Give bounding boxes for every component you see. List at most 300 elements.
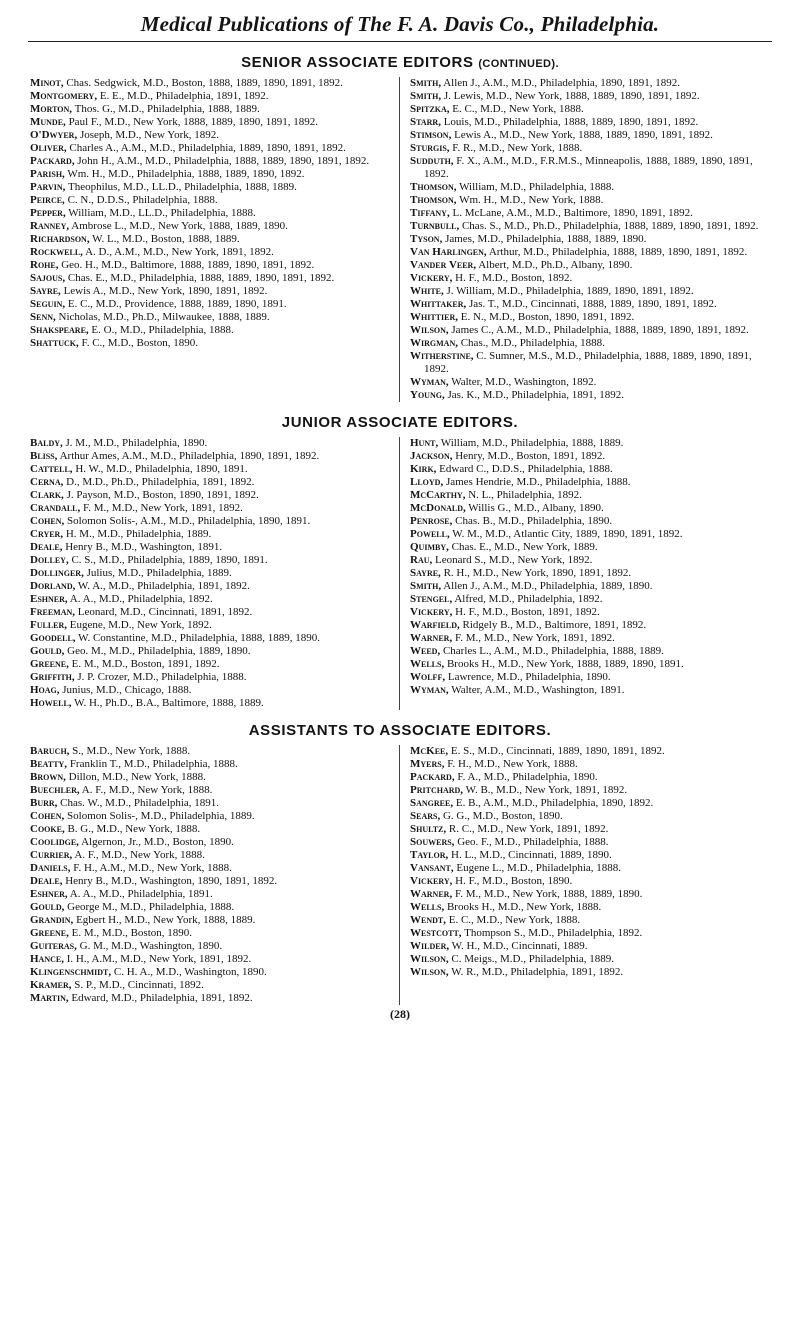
editor-details: J. P. Crozer, M.D., Philadelphia, 1888. (74, 671, 247, 683)
editor-entry (410, 836, 770, 849)
editor-entry (30, 129, 389, 142)
editor-surname: Packard, (410, 771, 455, 783)
page-number: (28) (390, 1007, 410, 1021)
editor-entry (410, 207, 770, 220)
editor-entry (410, 966, 770, 979)
editor-surname: Deale, (30, 875, 63, 887)
editor-details: Henry B., M.D., Washington, 1891. (62, 541, 223, 553)
page-header: Medical Publications of The F. A. Davis Co., Philadelphia. (140, 12, 660, 36)
editor-entry (30, 259, 389, 272)
section-title-text: ASSISTANTS TO ASSOCIATE EDITORS. (248, 722, 552, 739)
editor-details: Leonard S., M.D., New York, 1892. (432, 554, 593, 566)
editor-details: Theophilus, M.D., LL.D., Philadelphia, 1888, 1889. (65, 181, 297, 193)
editor-surname: Dorland, (30, 580, 76, 592)
editor-surname: Sayre, (410, 567, 441, 579)
editor-details: Nicholas, M.D., Ph.D., Milwaukee, 1888, 1889. (55, 311, 270, 323)
editor-entry (410, 272, 770, 285)
editor-details: Geo. M., M.D., Philadelphia, 1889, 1890. (64, 645, 251, 657)
editor-surname: Kirk, (410, 463, 437, 475)
editor-entry (30, 888, 389, 901)
editor-surname: Cooke, (30, 823, 65, 835)
editor-entry (30, 823, 389, 836)
editor-columns (30, 437, 770, 710)
editor-details: W. R., M.D., Philadelphia, 1891, 1892. (448, 966, 624, 978)
editor-entry (410, 901, 770, 914)
editor-surname: Eshner, (30, 888, 68, 900)
editor-entry (410, 463, 770, 476)
editor-surname: Fuller, (30, 619, 68, 631)
editor-entry (30, 311, 389, 324)
editor-surname: Sayre, (30, 285, 61, 297)
editor-details: Chas. W., M.D., Philadelphia, 1891. (57, 797, 220, 809)
editor-entry (410, 116, 770, 129)
editor-entry (410, 914, 770, 927)
editor-entry (410, 181, 770, 194)
editor-entry (30, 567, 389, 580)
editor-surname: Baldy, (30, 437, 63, 449)
editor-details: Egbert H., M.D., New York, 1888, 1889. (73, 914, 256, 926)
editor-details: F. A., M.D., Philadelphia, 1890. (454, 771, 598, 783)
editor-surname: McKee, (410, 745, 449, 757)
editor-details: E. M., M.D., Boston, 1891, 1892. (68, 658, 220, 670)
editor-details: J. Payson, M.D., Boston, 1890, 1891, 1892. (63, 489, 259, 501)
left-column (30, 437, 400, 710)
editor-entry (30, 246, 389, 259)
editor-surname: Whittaker, (410, 298, 467, 310)
left-column (30, 745, 400, 1005)
editor-details: Dillon, M.D., New York, 1888. (65, 771, 206, 783)
editor-surname: Sears, (410, 810, 441, 822)
editor-details: E. C., M.D., Providence, 1888, 1889, 1890, 1891. (65, 298, 287, 310)
editor-entry (410, 259, 770, 272)
editor-details: E. E., M.D., Philadelphia, 1891, 1892. (97, 90, 269, 102)
editor-details: E. C., M.D., New York, 1888. (449, 103, 584, 115)
section-title-text: SENIOR ASSOCIATE EDITORS (241, 54, 474, 71)
editor-surname: Wilder, (410, 940, 450, 952)
editor-details: W. H., M.D., Cincinnati, 1889. (449, 940, 588, 952)
editor-surname: Crandall, (30, 502, 81, 514)
editor-details: H. F., M.D., Boston, 1890. (452, 875, 573, 887)
editor-surname: McDonald, (410, 502, 466, 514)
editor-details: Chas., M.D., Philadelphia, 1888. (457, 337, 605, 349)
editor-details: W. A., M.D., Philadelphia, 1891, 1892. (75, 580, 250, 592)
editor-surname: Lloyd, (410, 476, 444, 488)
editor-surname: Wilson, (410, 966, 449, 978)
editor-entry (410, 797, 770, 810)
editor-details: Jas. T., M.D., Cincinnati, 1888, 1889, 1890, 1891, 1892. (466, 298, 717, 310)
editor-surname: Richardson, (30, 233, 90, 245)
editor-details: Brooks H., M.D., New York, 1888. (444, 901, 602, 913)
editor-details: W. H., Ph.D., B.A., Baltimore, 1888, 1889. (71, 697, 264, 709)
editor-entry (410, 927, 770, 940)
editor-entry (30, 758, 389, 771)
editor-entry (410, 376, 770, 389)
editor-entry (30, 155, 389, 168)
editor-entry (410, 554, 770, 567)
editor-columns (30, 745, 770, 1005)
editor-entry (410, 593, 770, 606)
editor-entry (410, 90, 770, 103)
editor-surname: Sturgis, (410, 142, 450, 154)
editor-entry (30, 476, 389, 489)
editor-details: W. L., M.D., Boston, 1888, 1889. (89, 233, 240, 245)
editor-details: Arthur, M.D., Philadelphia, 1888, 1889, 1890, 1891, 1892. (486, 246, 748, 258)
editor-surname: Rohe, (30, 259, 59, 271)
editor-surname: Wyman, (410, 376, 449, 388)
editor-surname: Starr, (410, 116, 441, 128)
editor-details: G. M., M.D., Washington, 1890. (76, 940, 223, 952)
editor-surname: Shakspeare, (30, 324, 89, 336)
editor-details: James Hendrie, M.D., Philadelphia, 1888. (443, 476, 631, 488)
editor-details: E. N., M.D., Boston, 1890, 1891, 1892. (457, 311, 635, 323)
editor-surname: Vander Veer, (410, 259, 477, 271)
editor-entry (410, 645, 770, 658)
editor-surname: Sajous, (30, 272, 66, 284)
editor-details: Wm. H., M.D., New York, 1888. (456, 194, 604, 206)
editor-details: Wm. H., M.D., Philadelphia, 1888, 1889, 1890, 1892. (64, 168, 305, 180)
editor-surname: Pritchard, (410, 784, 464, 796)
editor-details: W. M., M.D., Atlantic City, 1889, 1890, 1891, 1892. (449, 528, 683, 540)
editor-details: Julius, M.D., Philadelphia, 1889. (83, 567, 232, 579)
editor-surname: Buechler, (30, 784, 80, 796)
editor-entry (30, 181, 389, 194)
editor-entry (30, 849, 389, 862)
editor-surname: Wyman, (410, 684, 449, 696)
editor-entry (410, 619, 770, 632)
editor-entry (410, 875, 770, 888)
editor-entry (410, 324, 770, 337)
editor-entry (30, 272, 389, 285)
editor-surname: Senn, (30, 311, 56, 323)
editor-details: Geo. H., M.D., Baltimore, 1888, 1889, 1890, 1891, 1892. (58, 259, 315, 271)
editor-entry (30, 927, 389, 940)
editor-entry (410, 940, 770, 953)
editor-entry (30, 619, 389, 632)
editor-entry (410, 632, 770, 645)
editor-entry (30, 797, 389, 810)
editor-surname: Parish, (30, 168, 65, 180)
editor-details: Alfred, M.D., Philadelphia, 1892. (452, 593, 603, 605)
editor-surname: Whittier, (410, 311, 458, 323)
editor-details: Willis G., M.D., Albany, 1890. (465, 502, 604, 514)
editor-surname: Guiteras, (30, 940, 77, 952)
editor-details: George M., M.D., Philadelphia, 1888. (64, 901, 235, 913)
editor-surname: McCarthy, (410, 489, 466, 501)
editor-surname: Gould, (30, 645, 65, 657)
editor-surname: Eshner, (30, 593, 68, 605)
editor-details: Geo. F., M.D., Philadelphia, 1888. (454, 836, 609, 848)
editor-entry (30, 684, 389, 697)
editor-entry (410, 658, 770, 671)
editor-entry (410, 684, 770, 697)
editor-details: B. G., M.D., New York, 1888. (64, 823, 201, 835)
editor-surname: White, (410, 285, 444, 297)
editor-entry (30, 745, 389, 758)
editor-entry (30, 914, 389, 927)
editor-entry (410, 606, 770, 619)
editor-surname: O'Dwyer, (30, 129, 78, 141)
editor-entry (30, 142, 389, 155)
editor-surname: Howell, (30, 697, 72, 709)
editor-surname: Peirce, (30, 194, 65, 206)
editor-entry (410, 671, 770, 684)
editor-details: A. F., M.D., New York, 1888. (72, 849, 205, 861)
editor-entry (410, 350, 770, 376)
editor-details: C. S., M.D., Philadelphia, 1889, 1890, 1891. (68, 554, 268, 566)
editor-details: J. M., M.D., Philadelphia, 1890. (62, 437, 208, 449)
editor-surname: Gould, (30, 901, 65, 913)
editor-entry (410, 745, 770, 758)
editor-entry (30, 771, 389, 784)
editor-entry (30, 337, 389, 350)
editor-details: Chas. E., M.D., New York, 1889. (448, 541, 598, 553)
editor-surname: Munde, (30, 116, 66, 128)
editor-details: Franklin T., M.D., Philadelphia, 1888. (67, 758, 238, 770)
editor-details: Leonard, M.D., Cincinnati, 1891, 1892. (75, 606, 253, 618)
editor-details: H. F., M.D., Boston, 1891, 1892. (452, 606, 600, 618)
editor-surname: Thomson, (410, 194, 457, 206)
editor-details: G. G., M.D., Boston, 1890. (440, 810, 563, 822)
editor-surname: Powell, (410, 528, 450, 540)
right-column (400, 437, 770, 710)
editor-surname: Warner, (410, 888, 453, 900)
editor-entry (30, 515, 389, 528)
editor-entry (30, 103, 389, 116)
editor-entry (410, 155, 770, 181)
editor-details: Junius, M.D., Chicago, 1888. (59, 684, 192, 696)
editor-surname: Morton, (30, 103, 73, 115)
editor-surname: Westcott, (410, 927, 462, 939)
editor-entry (30, 875, 389, 888)
editor-surname: Hunt, (410, 437, 439, 449)
editor-surname: Rau, (410, 554, 433, 566)
editor-entry (30, 784, 389, 797)
section-title-text: JUNIOR ASSOCIATE EDITORS. (281, 414, 519, 431)
editor-surname: Ranney, (30, 220, 70, 232)
editor-surname: Wirgman, (410, 337, 458, 349)
editor-entry (410, 489, 770, 502)
editor-surname: Warner, (410, 632, 453, 644)
editor-details: E. C., M.D., New York, 1888. (445, 914, 581, 926)
editor-surname: Vickery, (410, 875, 453, 887)
editor-surname: Myers, (410, 758, 445, 770)
editor-entry (410, 784, 770, 797)
editor-surname: Greene, (30, 658, 69, 670)
editor-details: W. B., M.D., New York, 1891, 1892. (463, 784, 628, 796)
editor-entry (30, 207, 389, 220)
editor-entry (410, 849, 770, 862)
editor-surname: Currier, (30, 849, 73, 861)
editor-entry (30, 77, 389, 90)
editor-entry (410, 953, 770, 966)
editor-details: Brooks H., M.D., New York, 1888, 1889, 1890, 1891. (444, 658, 684, 670)
editor-surname: Packard, (30, 155, 75, 167)
editor-surname: Vansant, (410, 862, 454, 874)
editor-surname: Young, (410, 389, 445, 401)
editor-entry (30, 632, 389, 645)
editor-entry (410, 515, 770, 528)
editor-entry (410, 194, 770, 207)
editor-details: Lewis A., M.D., New York, 1888, 1889, 1890, 1891, 1892. (451, 129, 713, 141)
editor-surname: Smith, (410, 77, 442, 89)
editor-details: Edward C., D.D.S., Philadelphia, 1888. (436, 463, 613, 475)
left-column (30, 77, 400, 402)
editor-surname: Cohen, (30, 810, 65, 822)
editor-details: Ridgely B., M.D., Baltimore, 1891, 1892. (459, 619, 647, 631)
editor-surname: Coolidge, (30, 836, 79, 848)
editor-details: A. D., A.M., M.D., New York, 1891, 1892. (82, 246, 274, 258)
editor-entry (30, 324, 389, 337)
editor-details: N. L., Philadelphia, 1892. (465, 489, 582, 501)
editor-details: J. William, M.D., Philadelphia, 1889, 1890, 1891, 1892. (443, 285, 694, 297)
editor-surname: Beatty, (30, 758, 68, 770)
editor-entry (410, 541, 770, 554)
editor-surname: Tiffany, (410, 207, 450, 219)
editor-details: Lewis A., M.D., New York, 1890, 1891, 1892. (60, 285, 268, 297)
editor-details: H. M., M.D., Philadelphia, 1889. (63, 528, 212, 540)
editor-details: D., M.D., Ph.D., Philadelphia, 1891, 1892. (63, 476, 255, 488)
editor-details: A. F., M.D., New York, 1888. (79, 784, 213, 796)
editor-details: Paul F., M.D., New York, 1888, 1889, 1890, 1891, 1892. (65, 116, 318, 128)
editor-surname: Wendt, (410, 914, 446, 926)
editor-entry (30, 979, 389, 992)
editor-details: F. H., M.D., New York, 1888. (444, 758, 578, 770)
editor-entry (30, 901, 389, 914)
editor-surname: Warfield, (410, 619, 460, 631)
editor-details: John H., A.M., M.D., Philadelphia, 1888, 1889, 1890, 1891, 1892. (74, 155, 370, 167)
editor-details: Charles A., A.M., M.D., Philadelphia, 1889, 1890, 1891, 1892. (66, 142, 346, 154)
editor-surname: Wilson, (410, 324, 449, 336)
editor-entry (30, 671, 389, 684)
editor-entry (30, 116, 389, 129)
editor-entry (410, 233, 770, 246)
editor-entry (30, 437, 389, 450)
editor-surname: Baruch, (30, 745, 70, 757)
editor-entry (30, 450, 389, 463)
editor-details: E. M., M.D., Boston, 1890. (68, 927, 193, 939)
editor-details: F. C., M.D., Boston, 1890. (78, 337, 198, 349)
editor-details: C. Sumner, M.S., M.D., Philadelphia, 1888, 1889, 1890, 1891, 1892. (424, 350, 752, 375)
editor-entry (410, 567, 770, 580)
editor-details: William, M.D., Philadelphia, 1888. (456, 181, 615, 193)
editor-surname: Cerna, (30, 476, 64, 488)
editor-details: E. B., A.M., M.D., Philadelphia, 1890, 1892. (453, 797, 654, 809)
editor-surname: Cryer, (30, 528, 64, 540)
editor-entry (410, 220, 770, 233)
editor-surname: Cattell, (30, 463, 73, 475)
right-column (400, 77, 770, 402)
editor-surname: Souwers, (410, 836, 455, 848)
editor-surname: Clark, (30, 489, 64, 501)
editor-surname: Oliver, (30, 142, 67, 154)
editor-details: Henry B., M.D., Washington, 1890, 1891, 1892. (62, 875, 278, 887)
editor-details: H. L., M.D., Cincinnati, 1889, 1890. (448, 849, 612, 861)
editor-entry (30, 233, 389, 246)
editor-entry (410, 450, 770, 463)
editor-details: William, M.D., Philadelphia, 1888, 1889. (438, 437, 624, 449)
editor-details: James C., A.M., M.D., Philadelphia, 1888, 1889, 1890, 1891, 1892. (448, 324, 749, 336)
editor-details: I. H., A.M., M.D., New York, 1891, 1892. (63, 953, 252, 965)
editor-details: Louis, M.D., Philadelphia, 1888, 1889, 1890, 1891, 1892. (440, 116, 699, 128)
editor-entry (410, 103, 770, 116)
editor-surname: Rockwell, (30, 246, 83, 258)
editor-entry (30, 502, 389, 515)
editor-surname: Wells, (410, 658, 445, 670)
editor-details: Joseph, M.D., New York, 1892. (77, 129, 219, 141)
editor-details: Eugene L., M.D., Philadelphia, 1888. (453, 862, 622, 874)
editor-details: F. M., M.D., New York, 1888, 1889, 1890. (452, 888, 643, 900)
editor-entry (30, 836, 389, 849)
editor-details: Lawrence, M.D., Philadelphia, 1890. (445, 671, 611, 683)
editor-details: Ambrose L., M.D., New York, 1888, 1889, 1890. (69, 220, 288, 232)
editor-surname: Jackson, (410, 450, 453, 462)
editor-entry (30, 940, 389, 953)
editor-surname: Greene, (30, 927, 69, 939)
editor-entry (30, 194, 389, 207)
editor-entry (410, 528, 770, 541)
editor-surname: Dolley, (30, 554, 69, 566)
editor-surname: Burr, (30, 797, 58, 809)
editor-details: Albert, M.D., Ph.D., Albany, 1890. (476, 259, 633, 271)
editor-entry (410, 298, 770, 311)
editor-surname: Smith, (410, 580, 442, 592)
editor-entry (30, 645, 389, 658)
editor-entry (30, 463, 389, 476)
right-column (400, 745, 770, 1005)
editor-entry (30, 528, 389, 541)
editor-entry (30, 554, 389, 567)
editor-entry (410, 437, 770, 450)
section-title-suffix: (CONTINUED). (478, 58, 559, 70)
editor-entry (30, 285, 389, 298)
editor-details: Walter, A.M., M.D., Washington, 1891. (448, 684, 625, 696)
editor-entry (30, 966, 389, 979)
editor-details: Jas. K., M.D., Philadelphia, 1891, 1892. (444, 389, 625, 401)
editor-details: E. O., M.D., Philadelphia, 1888. (88, 324, 234, 336)
editor-details: F. M., M.D., New York, 1891, 1892. (452, 632, 615, 644)
editor-entry (410, 502, 770, 515)
editor-surname: Shattuck, (30, 337, 79, 349)
editor-details: Arthur Ames, A.M., M.D., Philadelphia, 1890, 1891, 1892. (57, 450, 320, 462)
editor-surname: Freeman, (30, 606, 76, 618)
section-title (0, 722, 800, 739)
editor-surname: Van Harlingen, (410, 246, 487, 258)
editor-details: R. C., M.D., New York, 1891, 1892. (446, 823, 609, 835)
editor-entry (410, 771, 770, 784)
editor-details: Allen J., A.M., M.D., Philadelphia, 1889, 1890. (441, 580, 653, 592)
editor-entry (410, 862, 770, 875)
editor-details: F. M., M.D., New York, 1891, 1892. (80, 502, 243, 514)
editor-surname: Griffith, (30, 671, 75, 683)
editor-entry (410, 389, 770, 402)
editor-surname: Stimson, (410, 129, 452, 141)
editor-entry (30, 606, 389, 619)
editor-entry (30, 580, 389, 593)
editor-details: Chas. Sedgwick, M.D., Boston, 1888, 1889, 1890, 1891, 1892. (63, 77, 343, 89)
editor-surname: Smith, (410, 90, 442, 102)
editor-entry (410, 823, 770, 836)
editor-details: E. S., M.D., Cincinnati, 1889, 1890, 1891, 1892. (448, 745, 665, 757)
editor-entry (30, 658, 389, 671)
editor-details: A. A., M.D., Philadelphia, 1892. (67, 593, 213, 605)
editor-details: Chas. S., M.D., Ph.D., Philadelphia, 1888, 1889, 1890, 1891, 1892. (459, 220, 759, 232)
editor-details: F. X., A.M., M.D., F.R.M.S., Minneapolis, 1888, 1889, 1890, 1891, 1892. (424, 155, 753, 180)
editor-details: Edward, M.D., Philadelphia, 1891, 1892. (68, 992, 253, 1004)
editor-details: Solomon Solis-, M.D., Philadelphia, 1889. (64, 810, 255, 822)
editor-details: C. H. A., M.D., Washington, 1890. (111, 966, 267, 978)
editor-details: Thos. G., M.D., Philadelphia, 1888, 1889. (72, 103, 260, 115)
editor-surname: Klingenschmidt, (30, 966, 112, 978)
